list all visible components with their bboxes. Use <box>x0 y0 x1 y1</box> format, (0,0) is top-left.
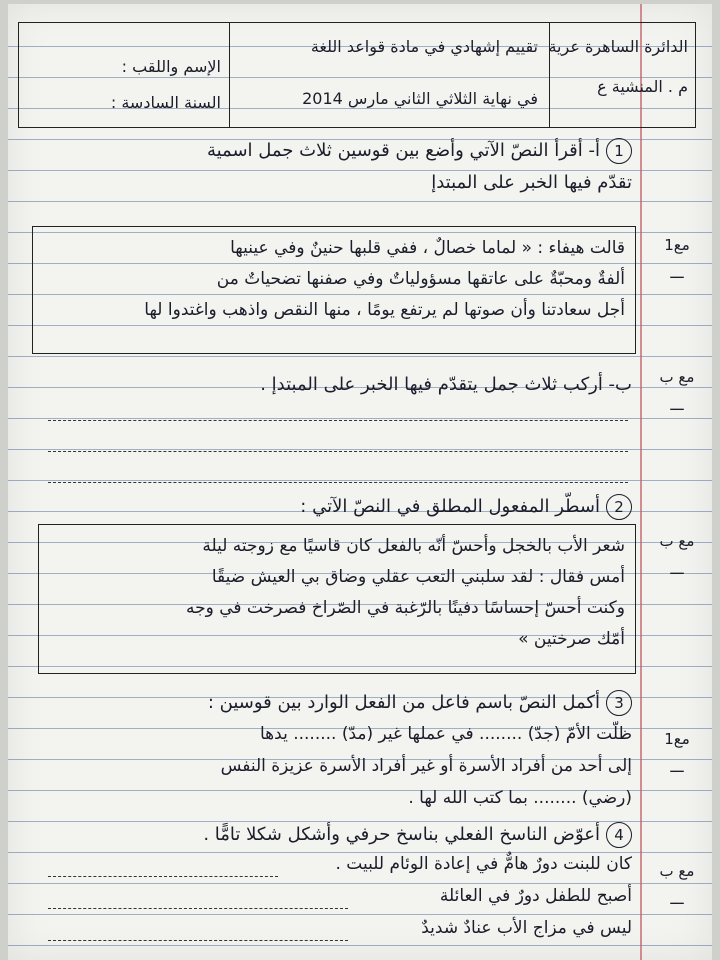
q2-number: 2 <box>606 494 632 520</box>
header-school-cell <box>549 23 696 127</box>
worksheet-page <box>8 4 712 960</box>
q4-instruction-text: أعوّض الناسخ الفعلي بناسخ حرفي وأشكل شكلا تامًّا . <box>203 824 600 845</box>
level-label: السنة السادسة : <box>110 93 221 112</box>
q2-passage-line: أمس فقال : لقد سلبني التعب عقلي وضاق بي العيش ضيقًا <box>211 567 625 587</box>
q2-score-cell <box>646 532 708 578</box>
title-line2: في نهاية الثلاثي الثاني مارس 2014 <box>302 89 538 108</box>
q4-line: كان للبنت دورٌ هامٌّ في إعادة الوئام للبيت . <box>335 854 632 874</box>
q1-passage-line: ألفةٌ ومحبّةٌ على عاتقها مسؤولياتٌ وفي صفنها تضحياتٌ من <box>216 269 625 289</box>
q2-passage-line: وكنت أحسّ إحساسًا دفينًا بالرّغبة في الصّراخ فصرخت في وجه <box>185 598 625 618</box>
criterion-label: مع ب <box>659 368 695 386</box>
q1-number: 1 <box>606 138 632 164</box>
answer-line[interactable] <box>48 908 348 909</box>
answer-line[interactable] <box>48 482 628 483</box>
criterion-label: مع1 <box>664 236 690 254</box>
score-blank: ـــ <box>670 396 684 414</box>
q2-passage-box <box>38 524 636 674</box>
school-line1: الدائرة الساهرة عرية <box>548 37 688 56</box>
criterion-label: مع ب <box>659 862 695 880</box>
answer-line[interactable] <box>48 876 278 877</box>
q1b-instruction: ب- أركب ثلاث جمل يتقدّم فيها الخبر على المبتدإ . <box>260 374 632 395</box>
school-line2: م . المنشية ع <box>597 77 688 96</box>
q4-line: ليس في مزاج الأب عنادٌ شديدٌ <box>421 918 632 938</box>
q1-instruction-line1: أ- أقرأ النصّ الآتي وأضع بين قوسين ثلاث جمل اسمية <box>206 140 600 161</box>
score-blank: ـــ <box>670 560 684 578</box>
q2-passage-line: شعر الأب بالخجل وأحسّ أنّه بالفعل كان قاسيًا مع زوجته ليلة <box>202 536 625 556</box>
title-line1: تقييم إشهادي في مادة قواعد اللغة <box>310 37 538 56</box>
q2-instruction-text: أسطّر المفعول المطلق في النصّ الآتي : <box>300 496 600 517</box>
criterion-label: مع1 <box>664 730 690 748</box>
q4-instruction <box>203 822 632 848</box>
score-blank: ـــ <box>670 758 684 776</box>
q3-line[interactable]: ظلّت الأمّ (جدّ) ........ في عملها غير (مدّ) ........ يدها <box>260 724 632 744</box>
q1a-score-cell <box>646 236 708 282</box>
q2-instruction <box>300 494 632 520</box>
q1-instruction <box>207 138 632 164</box>
q3-line: إلى أحد من أفراد الأسرة أو غير أفراد الأسرة عزيزة النفس <box>220 756 632 776</box>
score-blank: ـــ <box>670 890 684 908</box>
q4-line: أصبح للطفل دورٌ في العائلة <box>439 886 632 906</box>
q4-number: 4 <box>606 822 632 848</box>
q1-passage-line: قالت هيفاء : « لماما خصالٌ ، ففي قلبها حنينٌ وفي عينيها <box>230 238 625 258</box>
q1-instruction-line2: تقدّم فيها الخبر على المبتدإ <box>431 172 632 193</box>
q1b-score-cell <box>646 368 708 414</box>
header-table <box>18 22 696 128</box>
q1-passage-line: أجل سعادتنا وأن صوتها لم يرتفع يومًا ، منها النقص واذهب واغتدوا لها <box>144 300 625 320</box>
q4-score-cell <box>646 862 708 908</box>
q3-score-cell <box>646 730 708 776</box>
answer-line[interactable] <box>48 940 348 941</box>
score-blank: ـــ <box>670 264 684 282</box>
q3-number: 3 <box>606 690 632 716</box>
q3-instruction-text: أكمل النصّ باسم فاعل من الفعل الوارد بين قوسين : <box>207 692 600 713</box>
criterion-label: مع ب <box>659 532 695 550</box>
name-label: الإسم واللقب : <box>121 57 221 76</box>
margin-line <box>640 4 642 960</box>
q1-passage-box <box>32 226 636 354</box>
q3-line[interactable]: (رضي) ........ بما كتب الله لها . <box>408 788 632 808</box>
header-student-cell <box>19 23 229 127</box>
answer-line[interactable] <box>48 451 628 452</box>
q3-instruction <box>208 690 632 716</box>
answer-line[interactable] <box>48 420 628 421</box>
q2-passage-line: أمّك صرختين » <box>518 629 625 649</box>
header-title-cell <box>229 23 550 127</box>
